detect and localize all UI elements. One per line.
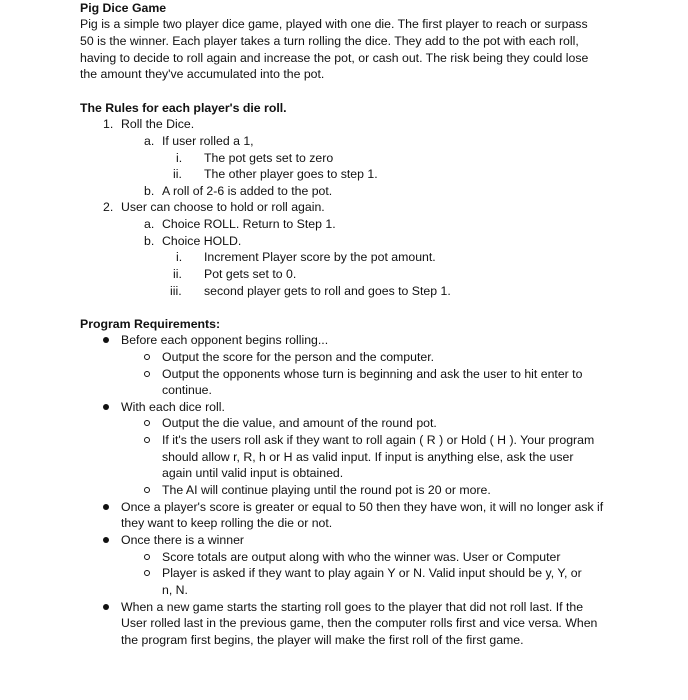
list-marker: iii. [170,284,182,298]
requirement-3-line-1: Once a player's score is greater or equal to 50 then they have won, it will no longer ask if [121,500,604,514]
bullet-icon [103,537,109,543]
intro-line-4: the amount they've accumulated into the pot. [80,67,325,81]
rules-heading: The Rules for each player's die roll. [80,101,287,115]
bullet-icon [103,604,109,610]
circle-bullet-icon [144,487,150,493]
requirement-2-sub-2-line-3: again until valid input is obtained. [162,466,344,480]
requirement-2: With each dice roll. [121,400,225,414]
intro-line-1: Pig is a simple two player dice game, played with one die. The first player to reach or surpass [80,17,588,31]
requirement-3-line-2: they want to keep rolling the die or not. [121,516,333,530]
requirement-1-sub-2-line-2: continue. [162,383,212,397]
intro-line-3: having to decide to roll again and increase the pot, or cash out. The risk being they could lose [80,51,589,65]
requirement-1-sub-2-line-1: Output the opponents whose turn is beginning and ask the user to hit enter to [162,367,583,381]
requirement-4-sub-1: Score totals are output along with who the winner was. User or Computer [162,550,561,564]
requirement-1: Before each opponent begins rolling... [121,333,329,347]
circle-bullet-icon [144,420,150,426]
list-marker: a. [144,217,155,231]
requirement-5-line-1: When a new game starts the starting roll goes to the player that did not roll last. If the [121,600,584,614]
rule-step-1a-ii: The other player goes to step 1. [204,167,378,181]
rule-step-2: User can choose to hold or roll again. [121,200,325,214]
rule-step-2b-iii: second player gets to roll and goes to Step 1. [204,284,451,298]
requirement-2-sub-1: Output the die value, and amount of the round pot. [162,416,437,430]
list-marker: i. [176,250,183,264]
rule-step-2a: Choice ROLL. Return to Step 1. [162,217,336,231]
list-marker: 1. [103,117,114,131]
requirement-4-sub-2-line-2: n, N. [162,583,188,597]
rule-step-2b-i: Increment Player score by the pot amount. [204,250,436,264]
circle-bullet-icon [144,371,150,377]
requirement-2-sub-2-line-1: If it's the users roll ask if they want to roll again ( R ) or Hold ( H ). Your program [162,433,595,447]
requirement-4: Once there is a winner [121,533,245,547]
rule-step-1a-i: The pot gets set to zero [204,151,334,165]
rule-step-2b-ii: Pot gets set to 0. [204,267,297,281]
rule-step-2b: Choice HOLD. [162,234,242,248]
rule-step-1b: A roll of 2-6 is added to the pot. [162,184,333,198]
list-marker: a. [144,134,155,148]
list-marker: ii. [173,267,182,281]
requirement-5-line-2: User rolled last in the previous game, then the computer rolls first and vice versa. When [121,616,598,630]
requirement-5-line-3: the program first begins, the player will make the first roll of the first game. [121,633,524,647]
requirements-heading: Program Requirements: [80,317,221,331]
rule-step-1: Roll the Dice. [121,117,195,131]
list-marker: ii. [173,167,182,181]
list-marker: 2. [103,200,114,214]
list-marker: i. [176,151,183,165]
document-title: Pig Dice Game [80,1,167,15]
circle-bullet-icon [144,570,150,576]
intro-line-2: 50 is the winner. Each player takes a turn rolling the dice. They add to the pot with each roll, [80,34,579,48]
bullet-icon [103,337,109,343]
requirement-4-sub-2-line-1: Player is asked if they want to play again Y or N. Valid input should be y, Y, or [162,566,582,580]
list-marker: b. [144,234,155,248]
requirement-1-sub-1: Output the score for the person and the computer. [162,350,435,364]
requirement-2-sub-2-line-2: should allow r, R, h or H as valid input. If input is anything else, ask the user [162,450,574,464]
rule-step-1a: If user rolled a 1, [162,134,254,148]
circle-bullet-icon [144,354,150,360]
requirement-2-sub-3: The AI will continue playing until the round pot is 20 or more. [162,483,491,497]
bullet-icon [103,404,109,410]
bullet-icon [103,504,109,510]
circle-bullet-icon [144,554,150,560]
list-marker: b. [144,184,155,198]
circle-bullet-icon [144,437,150,443]
